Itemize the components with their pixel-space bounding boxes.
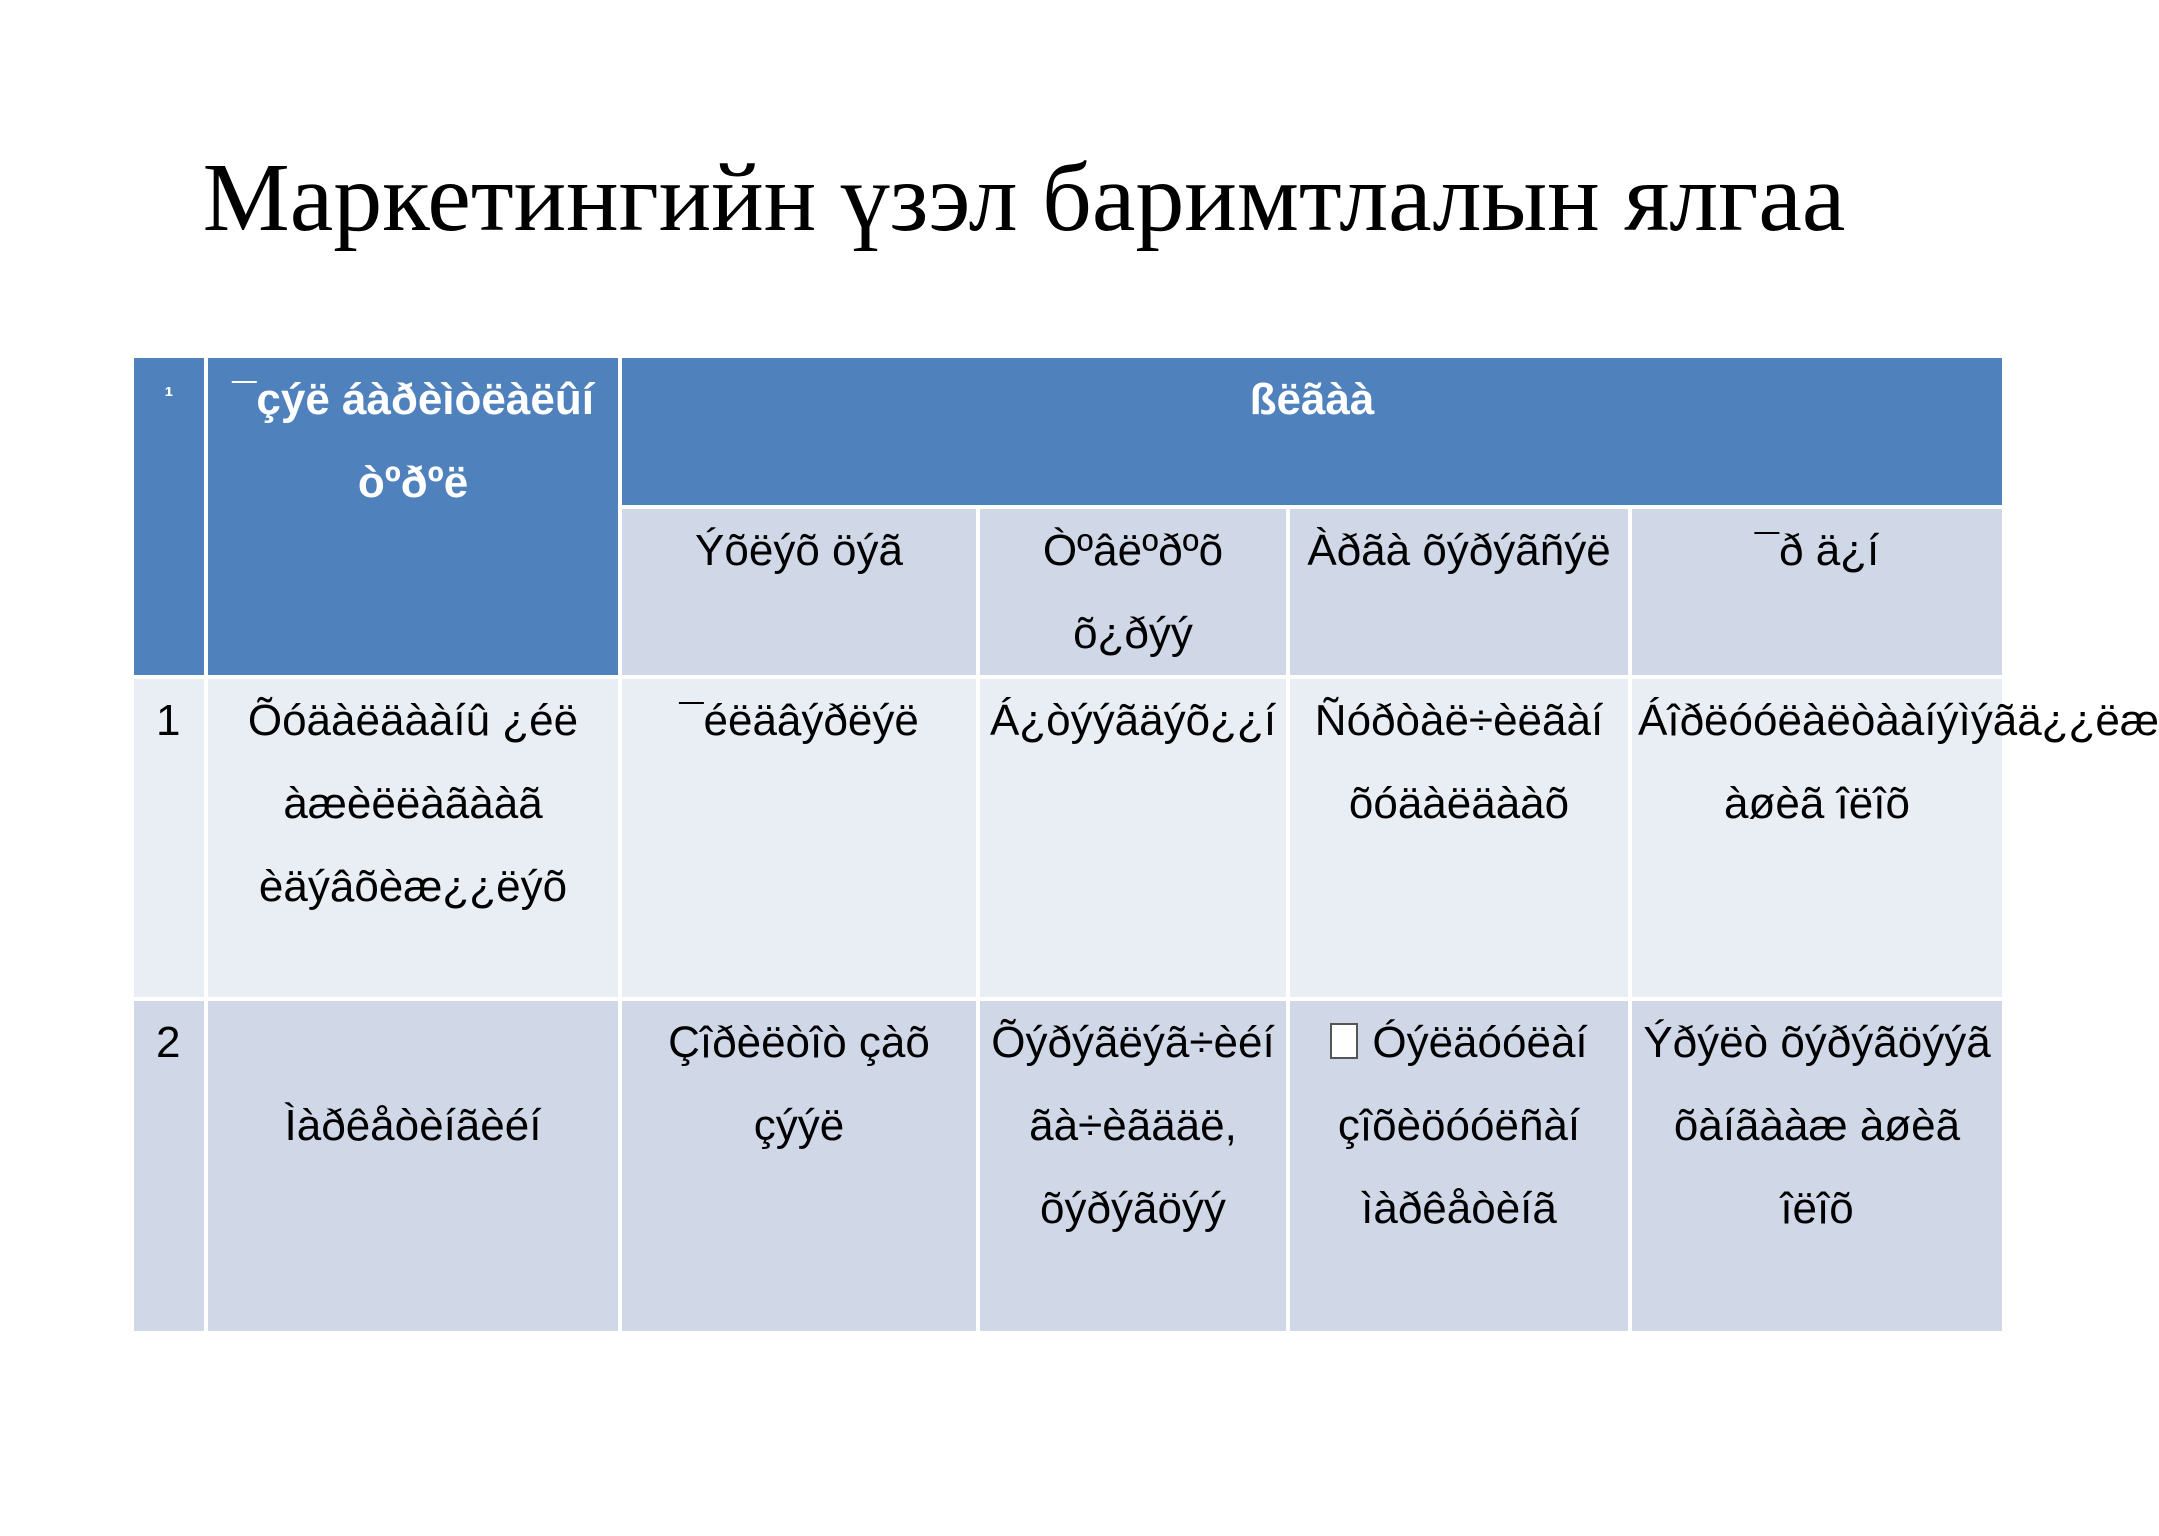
row-cell: Áîðëóóëàëòààíýìýãä¿¿ëæ àøèã îëîõ	[1630, 677, 2004, 999]
header-concept	[206, 356, 620, 677]
row-concept: Õóäàëäààíû ¿éë àæèëëàãààã èäýâõèæ¿¿ëýõ	[206, 677, 620, 999]
row-cell: Á¿òýýãäýõ¿¿í	[978, 677, 1288, 999]
row-cell: Ýðýëò õýðýãöýýã õàíãààæ àøèã îëîõ	[1630, 999, 2004, 1333]
checkbox-glyph-icon	[1330, 1023, 1358, 1059]
subheader-focus: Òºâëºðºõ õ¿ðýý	[978, 507, 1288, 677]
row-cell: ¯éëäâýðëýë	[620, 677, 978, 999]
row-number: 2	[132, 999, 206, 1333]
row-cell-text: Óýëäóóëàí çîõèöóóëñàí ìàðêåòèíã	[1337, 1018, 1588, 1233]
slide-title: Маркетингийн үзэл баримтлалын ялгаа	[202, 144, 1846, 252]
row-cell: Ñóðòàë÷èëãàí õóäàëäààõ	[1288, 677, 1630, 999]
subheader-result: ¯ð ä¿í	[1630, 507, 2004, 677]
row-number: 1	[132, 677, 206, 999]
table-row	[132, 677, 2004, 999]
header-concept-label: ¯çýë áàðèìòëàëûí òºðºë	[232, 375, 594, 507]
header-difference	[620, 356, 2004, 507]
subheader-start-point: Ýõëýõ öýã	[620, 507, 978, 677]
row-cell: Õýðýãëýã÷èéí ãà÷èãääë, õýðýãöýý	[978, 999, 1288, 1333]
header-number: ¹	[132, 356, 206, 677]
table-row	[132, 999, 2004, 1333]
row-cell	[1288, 999, 1630, 1333]
row-cell: Çîðèëòîò çàõ çýýë	[620, 999, 978, 1333]
header-row	[132, 356, 2004, 507]
header-difference-label: ßëãàà	[1249, 375, 1375, 424]
row-concept: Ìàðêåòèíãèéí	[206, 999, 620, 1333]
subheader-method: Àðãà õýðýãñýë	[1288, 507, 1630, 677]
comparison-table	[130, 354, 2159, 1335]
